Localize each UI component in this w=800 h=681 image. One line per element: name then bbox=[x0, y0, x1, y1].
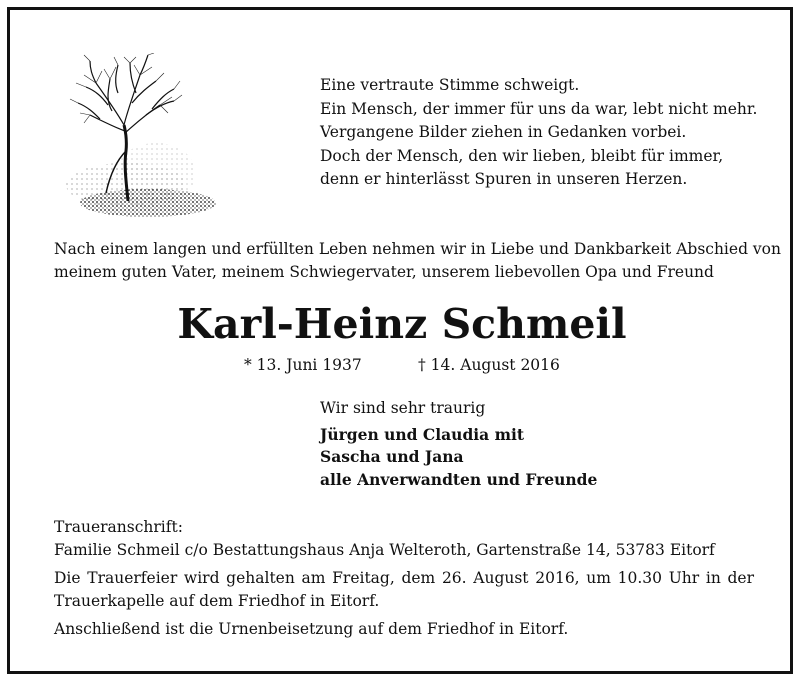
mourner-name: Sascha und Jana bbox=[320, 447, 464, 466]
death-date: † 14. August 2016 bbox=[418, 356, 560, 374]
address-label: Traueranschrift: bbox=[54, 518, 183, 536]
mourners-block bbox=[320, 397, 597, 491]
tree-illustration bbox=[56, 53, 216, 223]
poem-line: Ein Mensch, der immer für uns da war, lebt nicht mehr. bbox=[320, 99, 758, 118]
funeral-info bbox=[54, 516, 754, 641]
ceremony-details: Die Trauerfeier wird gehalten am Freitag, dem 26. August 2016, um 10.30 Uhr in der Trauerkapelle auf dem Friedhof in Eitorf. bbox=[54, 569, 754, 610]
intro-line: Nach einem langen und erfüllten Leben nehmen wir in Liebe und Dankbarkeit Abschied von bbox=[54, 240, 781, 258]
poem-line: Vergangene Bilder ziehen in Gedanken vorbei. bbox=[320, 123, 687, 141]
mourning-address: Familie Schmeil c/o Bestattungshaus Anja Welteroth, Gartenstraße 14, 53783 Eitorf bbox=[54, 540, 715, 559]
poem-line: Eine vertraute Stimme schweigt. bbox=[320, 76, 580, 94]
farewell-intro bbox=[54, 238, 781, 284]
birth-date: * 13. Juni 1937 bbox=[244, 356, 362, 374]
poem bbox=[320, 74, 758, 192]
poem-line: denn er hinterlässt Spuren in unseren Herzen. bbox=[320, 170, 688, 188]
urn-burial-details: Anschließend ist die Urnenbeisetzung auf dem Friedhof in Eitorf. bbox=[54, 620, 569, 638]
intro-line: meinem guten Vater, meinem Schwiegervater, unserem liebevollen Opa und Freund bbox=[54, 263, 714, 281]
mourning-statement: Wir sind sehr traurig bbox=[320, 399, 486, 417]
poem-line: Doch der Mensch, den wir lieben, bleibt für immer, bbox=[320, 146, 724, 165]
deceased-name: Karl-Heinz Schmeil bbox=[177, 300, 627, 348]
mourner-name: alle Anverwandten und Freunde bbox=[320, 469, 598, 489]
mourner-name: Jürgen und Claudia mit bbox=[320, 424, 525, 444]
